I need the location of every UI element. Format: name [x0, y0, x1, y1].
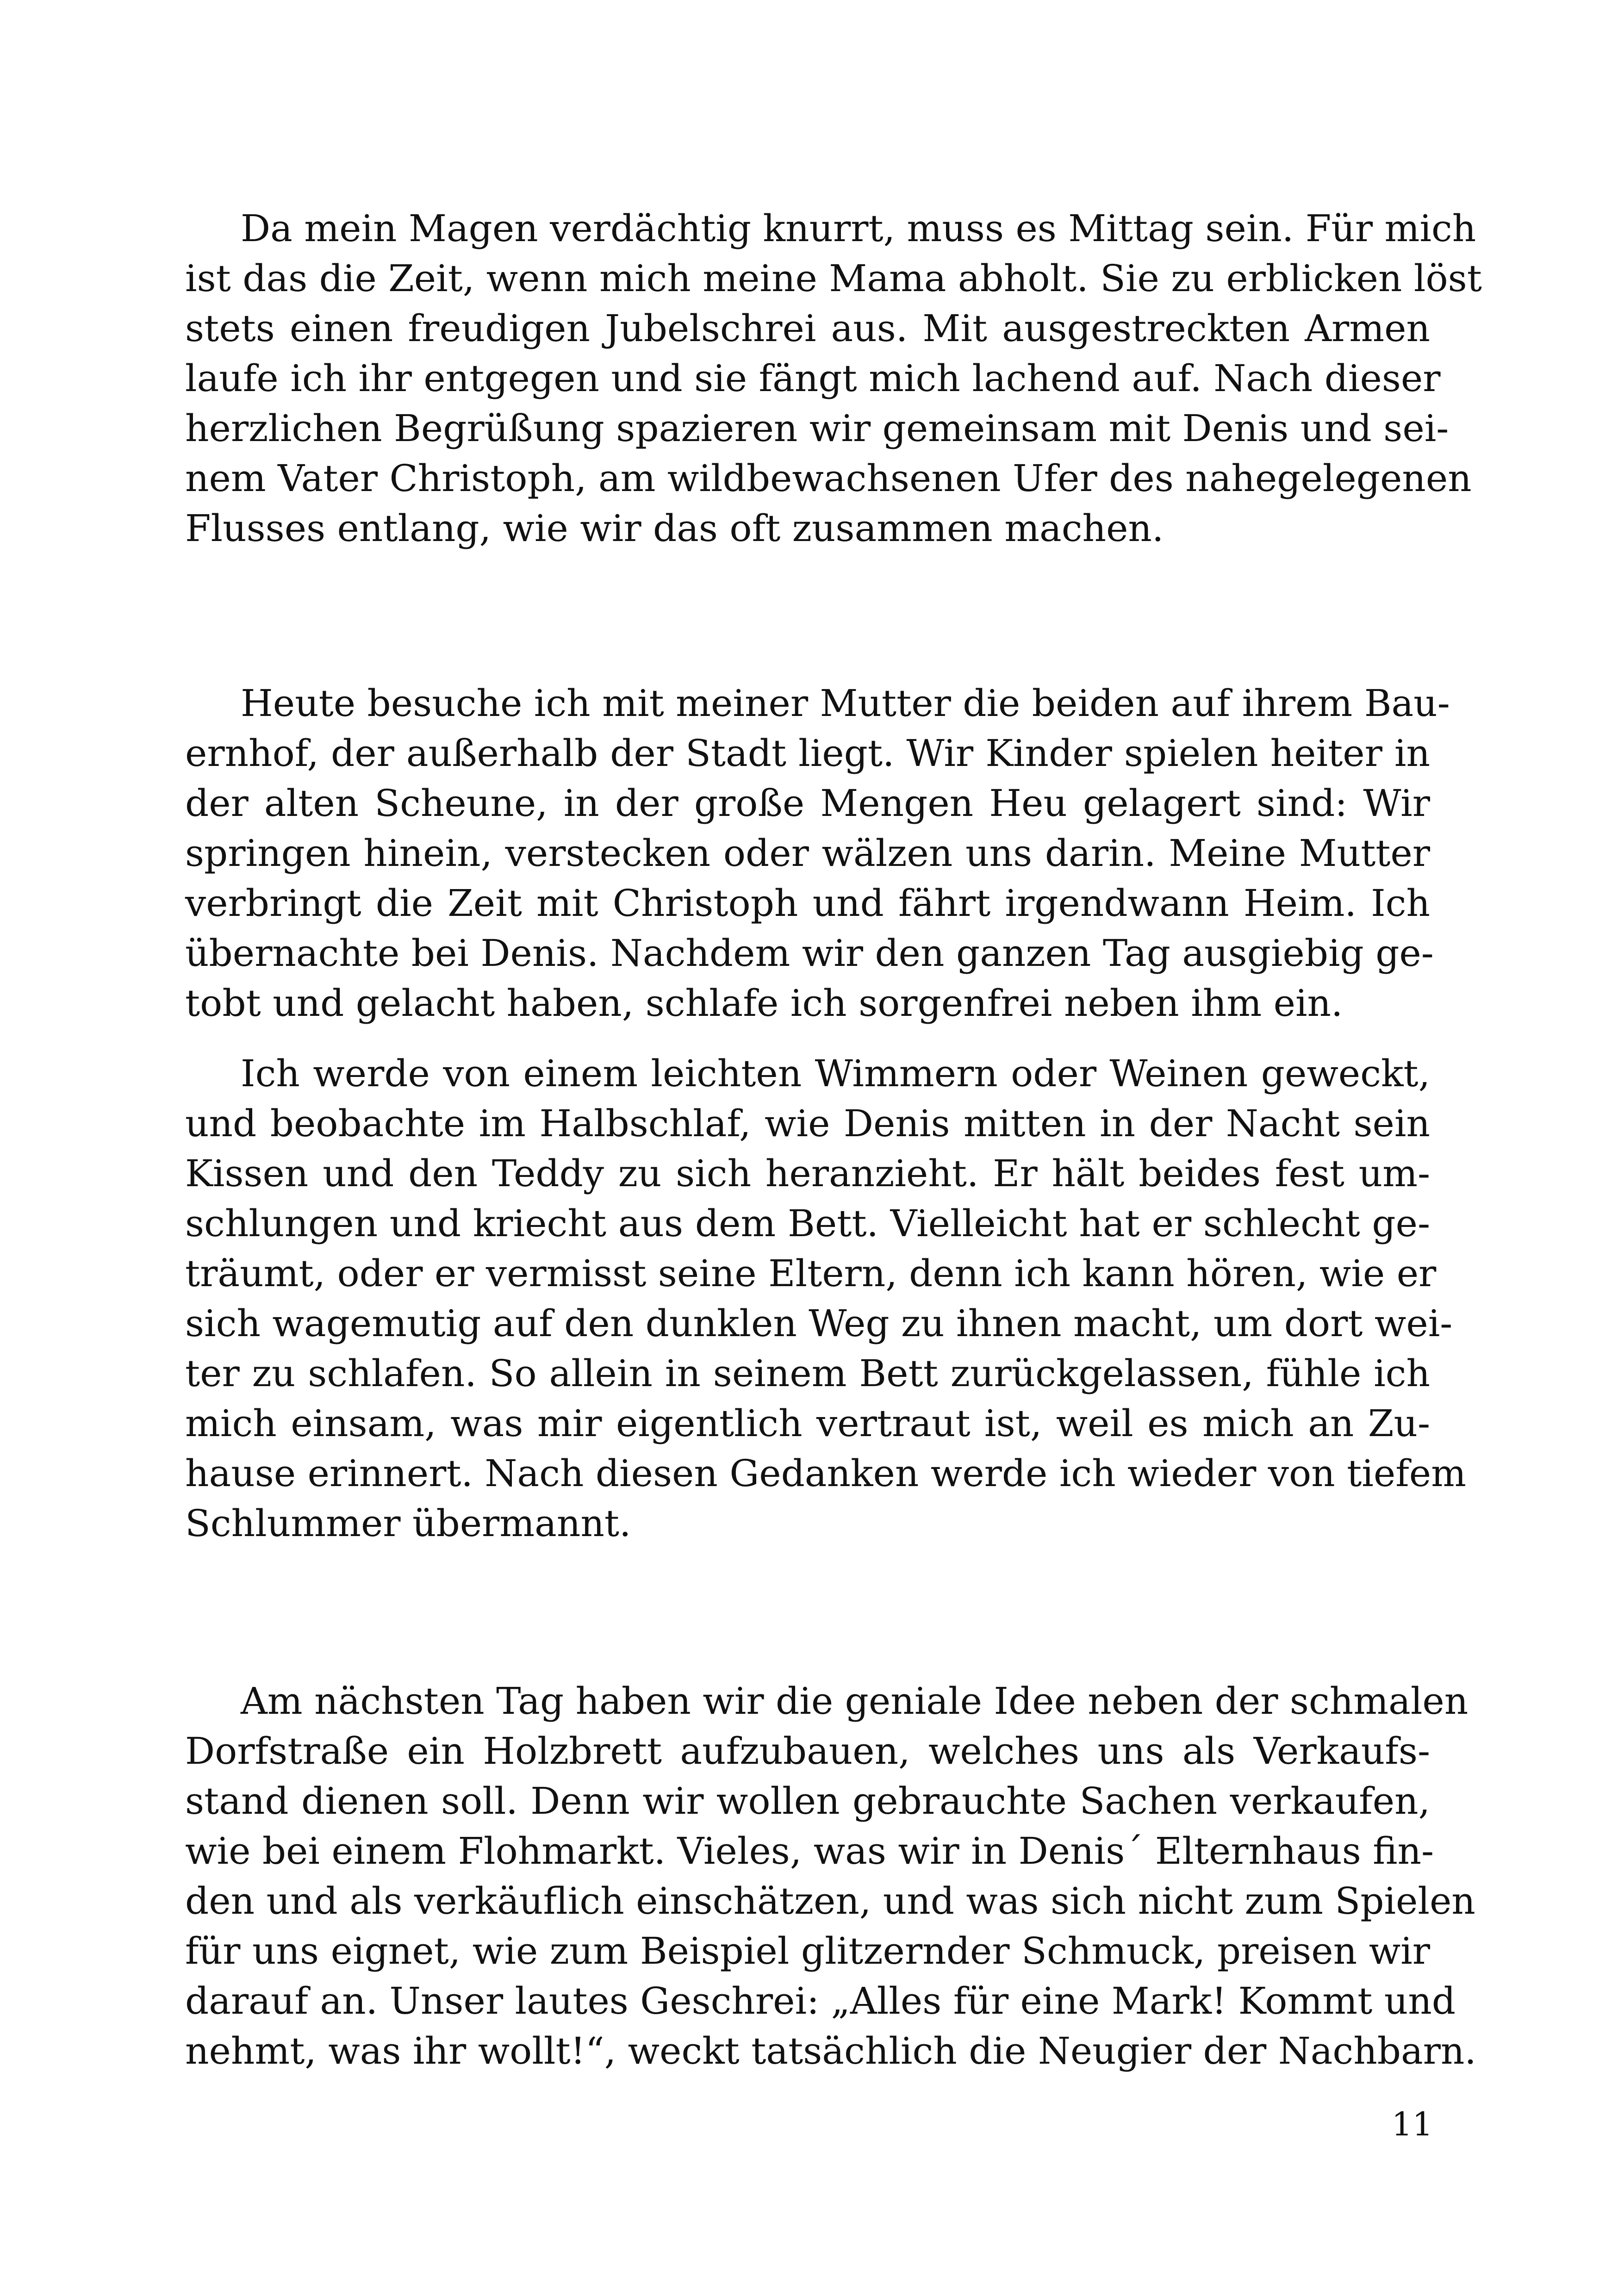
text-line: Kissen und den Teddy zu sich heranzieht. Er hält beides fest um- — [185, 1152, 1430, 1195]
text-line: wie bei einem Flohmarkt. Vieles, was wir in Denis´ Elternhaus fin- — [185, 1829, 1434, 1873]
text-line: Flusses entlang, wie wir das oft zusammen machen. — [185, 507, 1164, 550]
text-line: und beobachte im Halbschlaf, wie Denis mitten in der Nacht sein — [185, 1102, 1430, 1145]
text-line: nehmt, was ihr wollt!“, weckt tatsächlich die Neugier der Nachbarn. — [185, 2029, 1476, 2072]
text-line: übernachte bei Denis. Nachdem wir den ganzen Tag ausgiebig ge- — [185, 932, 1434, 975]
text-line: verbringt die Zeit mit Christoph und fährt irgendwann Heim. Ich — [185, 882, 1430, 925]
text-line: mich einsam, was mir eigentlich vertraut ist, weil es mich an Zu- — [185, 1402, 1430, 1445]
text-line: stets einen freudigen Jubelschrei aus. Mit ausgestreckten Armen — [185, 307, 1430, 350]
text-line: für uns eignet, wie zum Beispiel glitzernder Schmuck, preisen wir — [185, 1929, 1430, 1972]
text-line: Da mein Magen verdächtig knurrt, muss es Mittag sein. Für mich — [241, 207, 1476, 250]
text-line: den und als verkäuflich einschätzen, und was sich nicht zum Spielen — [185, 1879, 1475, 1923]
text-line: nem Vater Christoph, am wildbewachsenen Ufer des nahegelegenen — [185, 457, 1472, 500]
paragraph-3 — [185, 1049, 1467, 1549]
text-line: Ich werde von einem leichten Wimmern oder Weinen geweckt, — [241, 1052, 1430, 1095]
book-page-body — [185, 204, 1482, 2076]
text-line: ernhof, der außerhalb der Stadt liegt. Wir Kinder spielen heiter in — [185, 732, 1430, 775]
paragraph-1 — [185, 204, 1482, 554]
text-line: Am nächsten Tag haben wir die geniale Idee neben der schmalen — [241, 1680, 1469, 1723]
text-line: Schlummer übermannt. — [185, 1502, 631, 1545]
text-line: Heute besuche ich mit meiner Mutter die beiden auf ihrem Bau- — [241, 682, 1450, 725]
paragraph-2 — [185, 678, 1450, 1028]
text-line: stand dienen soll. Denn wir wollen gebrauchte Sachen verkaufen, — [185, 1780, 1430, 1823]
paragraph-4 — [185, 1676, 1476, 2076]
text-line: sich wagemutig auf den dunklen Weg zu ihnen macht, um dort wei- — [185, 1302, 1453, 1345]
page-number: 11 — [1391, 2105, 1433, 2143]
text-line: tobt und gelacht haben, schlafe ich sorgenfrei neben ihm ein. — [185, 982, 1343, 1025]
text-line: ter zu schlafen. So allein in seinem Bett zurückgelassen, fühle ich — [185, 1352, 1430, 1395]
text-line: hause erinnert. Nach diesen Gedanken werde ich wieder von tiefem — [185, 1452, 1467, 1495]
text-line: träumt, oder er vermisst seine Eltern, denn ich kann hören, wie er — [185, 1252, 1437, 1295]
text-line: der alten Scheune, in der große Mengen Heu gelagert sind: Wir — [185, 782, 1430, 825]
text-line: springen hinein, verstecken oder wälzen uns darin. Meine Mutter — [185, 832, 1430, 875]
text-line: laufe ich ihr entgegen und sie fängt mich lachend auf. Nach dieser — [185, 357, 1441, 400]
text-line: darauf an. Unser lautes Geschrei: „Alles für eine Mark! Kommt und — [185, 1979, 1456, 2022]
text-line: ist das die Zeit, wenn mich meine Mama abholt. Sie zu erblicken löst — [185, 257, 1482, 300]
text-line: schlungen und kriecht aus dem Bett. Vielleicht hat er schlecht ge- — [185, 1202, 1430, 1245]
text-line: herzlichen Begrüßung spazieren wir gemeinsam mit Denis und sei- — [185, 407, 1449, 450]
text-line: Dorfstraße ein Holzbrett aufzubauen, welches uns als Verkaufs- — [185, 1730, 1430, 1773]
